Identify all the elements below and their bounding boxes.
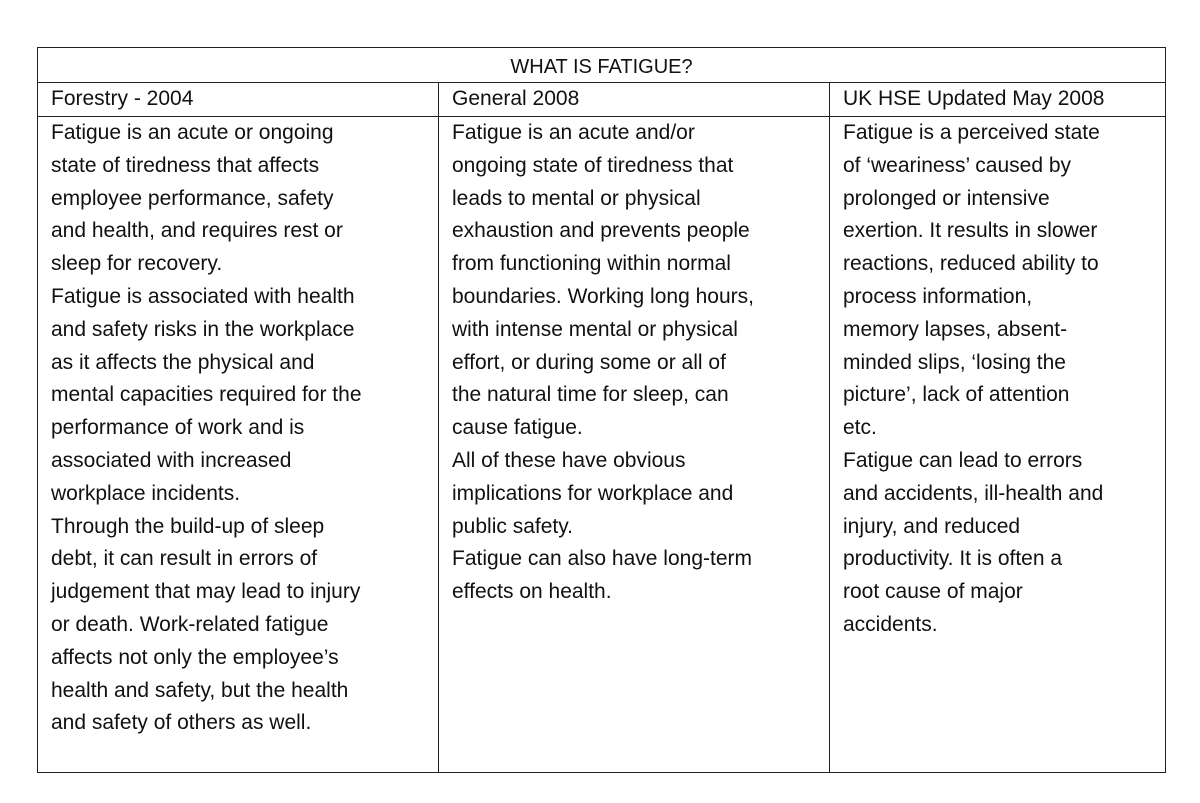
text-line: effort, or during some or all of: [452, 350, 726, 374]
column-header-general: General 2008: [438, 82, 829, 117]
text-line: affects not only the employee’s: [51, 645, 339, 669]
text-line: root cause of major: [843, 580, 1023, 604]
text-line: Fatigue can also have long-term: [452, 547, 752, 571]
text-line: or death. Work-related fatigue: [51, 612, 329, 636]
text-line: as it affects the physical and: [51, 350, 315, 374]
text-line: implications for workplace and: [452, 481, 734, 505]
fatigue-definitions-table: [37, 47, 1166, 773]
table-title: WHAT IS FATIGUE?: [38, 48, 1165, 83]
text-line: Fatigue can lead to errors: [843, 448, 1083, 472]
text-line: health and safety, but the health: [51, 678, 349, 702]
text-line: the natural time for sleep, can: [452, 383, 729, 407]
column-header-forestry: Forestry - 2004: [38, 82, 438, 117]
text-line: memory lapses, absent-: [843, 317, 1068, 341]
text-line: prolonged or intensive: [843, 186, 1050, 210]
text-line: with intense mental or physical: [452, 317, 738, 341]
text-line: etc.: [843, 416, 877, 440]
text-line: ongoing state of tiredness that: [452, 153, 734, 177]
cell-forestry: [38, 117, 438, 772]
text-line: associated with increased: [51, 448, 292, 472]
cell-general: [438, 117, 829, 772]
text-line: of ‘weariness’ caused by: [843, 153, 1072, 177]
text-line: leads to mental or physical: [452, 186, 701, 210]
text-line: process information,: [843, 284, 1033, 308]
text-line: Fatigue is an acute and/or: [452, 121, 695, 144]
text-line: accidents.: [843, 612, 938, 636]
text-line: public safety.: [452, 514, 574, 538]
text-line: productivity. It is often a: [843, 547, 1063, 571]
text-line: picture’, lack of attention: [843, 383, 1070, 407]
text-line: reactions, reduced ability to: [843, 252, 1099, 276]
text-line: from functioning within normal: [452, 252, 731, 276]
text-line: employee performance, safety: [51, 186, 334, 210]
text-line: cause fatigue.: [452, 416, 583, 440]
text-line: injury, and reduced: [843, 514, 1021, 538]
text-line: and safety of others as well.: [51, 711, 312, 735]
text-line: debt, it can result in errors of: [51, 547, 318, 571]
text-line: boundaries. Working long hours,: [452, 284, 754, 308]
text-line: exertion. It results in slower: [843, 219, 1098, 243]
text-line: All of these have obvious: [452, 448, 686, 472]
text-line: exhaustion and prevents people: [452, 219, 750, 243]
text-line: performance of work and is: [51, 416, 305, 440]
text-line: workplace incidents.: [51, 481, 241, 505]
cell-uk-hse: [829, 117, 1165, 772]
text-line: Fatigue is associated with health: [51, 284, 355, 308]
text-line: minded slips, ‘losing the: [843, 350, 1066, 374]
text-line: state of tiredness that affects: [51, 153, 320, 177]
text-line: and safety risks in the workplace: [51, 317, 355, 341]
text-line: Fatigue is an acute or ongoing: [51, 121, 334, 144]
text-line: and accidents, ill-health and: [843, 481, 1104, 505]
text-line: Fatigue is a perceived state: [843, 121, 1100, 144]
text-line: and health, and requires rest or: [51, 219, 343, 243]
column-header-uk-hse: UK HSE Updated May 2008: [829, 82, 1165, 117]
text-line: effects on health.: [452, 580, 612, 604]
text-line: judgement that may lead to injury: [51, 580, 361, 604]
text-line: Through the build-up of sleep: [51, 514, 325, 538]
text-line: mental capacities required for the: [51, 383, 362, 407]
text-line: sleep for recovery.: [51, 252, 223, 276]
